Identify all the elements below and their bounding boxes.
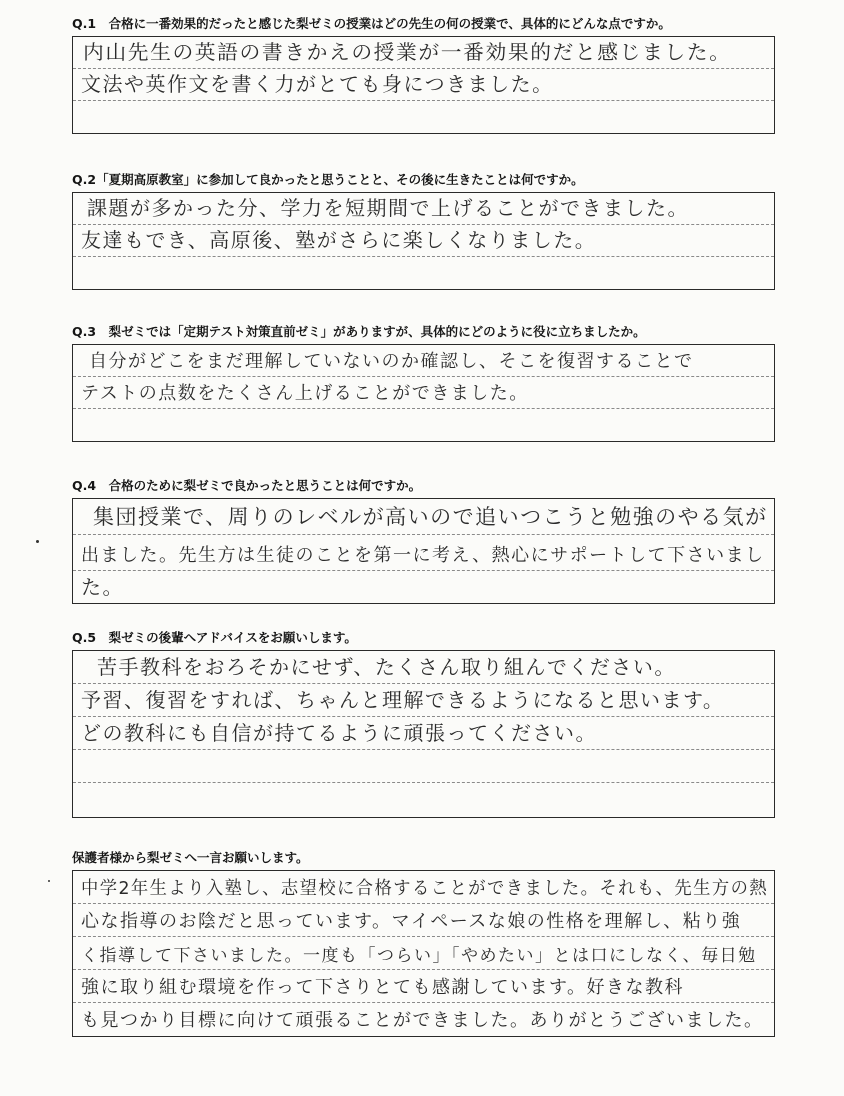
q5-line-1: 苦手教科をおろそかにせず、たくさん取り組んでください。 [97, 655, 676, 679]
q4-title: Q.4 合格のために梨ゼミで良かったと思うことは何ですか。 [72, 478, 422, 493]
parents-line-2: 心な指導のお陰だと思っています。マイペースな娘の性格を理解し、粘り強 [81, 911, 742, 932]
scan-speck [36, 540, 39, 543]
q5-answer-box [72, 650, 775, 818]
q3-answer-box [72, 344, 775, 442]
q3-line-1: 自分がどこをまだ理解していないのか確認し、そこを復習することで [89, 351, 694, 372]
q1-line-2: 文法や英作文を書く力がとても身につきました。 [81, 72, 554, 96]
parents-answer-box [72, 870, 775, 1037]
q3-title: Q.3 梨ゼミでは「定期テスト対策直前ゼミ」がありますが、具体的にどのように役に立ちましたか。 [72, 324, 646, 339]
q1-title: Q.1 合格に一番効果的だったと感じた梨ゼミの授業はどの先生の何の授業で、具体的にどんな点ですか。 [72, 16, 671, 31]
q4-line-1: 集団授業で、周りのレベルが高いので追いつこうと勉強のやる気が [93, 505, 768, 529]
q5-title: Q.5 梨ゼミの後輩へアドバイスをお願いします。 [72, 630, 357, 645]
parents-line-1: 中学2年生より入塾し、志望校に合格することができました。それも、先生方の熱 [81, 878, 769, 899]
parents-line-4: 強に取り組む環境を作って下さりとても感謝しています。好きな教科 [81, 977, 685, 998]
q4-line-2: 出ました。先生方は生徒のことを第一に考え、熱心にサポートして下さいまし [81, 545, 765, 566]
q1-line-1: 内山先生の英語の書きかえの授業が一番効果的だと感じました。 [83, 40, 732, 64]
q5-line-2: 予習、復習をすれば、ちゃんと理解できるようになると思います。 [81, 688, 725, 712]
q1-answer-box [72, 36, 775, 134]
q2-answer-box [72, 192, 775, 290]
parents-line-5: も見つかり目標に向けて頑張ることができました。ありがとうございました。 [81, 1010, 764, 1031]
q3-line-2: テストの点数をたくさん上げることができました。 [81, 383, 529, 404]
parents-line-3: く指導して下さいました。一度も「つらい」「やめたい」とは口にしなく、毎日勉 [81, 946, 757, 966]
q4-line-3: た。 [81, 575, 124, 599]
q2-line-1: 課題が多かった分、学力を短期間で上げることができました。 [87, 196, 689, 220]
q2-line-2: 友達もでき、高原後、塾がさらに楽しくなりました。 [81, 228, 597, 252]
q4-answer-box [72, 498, 775, 604]
parents-title: 保護者様から梨ゼミへ一言お願いします。 [72, 850, 309, 865]
q5-line-3: どの教科にも自信が持てるように頑張ってください。 [81, 721, 597, 745]
q2-title: Q.2「夏期高原教室」に参加して良かったと思うことと、その後に生きたことは何ですか。 [72, 172, 584, 187]
scan-speck [48, 880, 50, 882]
